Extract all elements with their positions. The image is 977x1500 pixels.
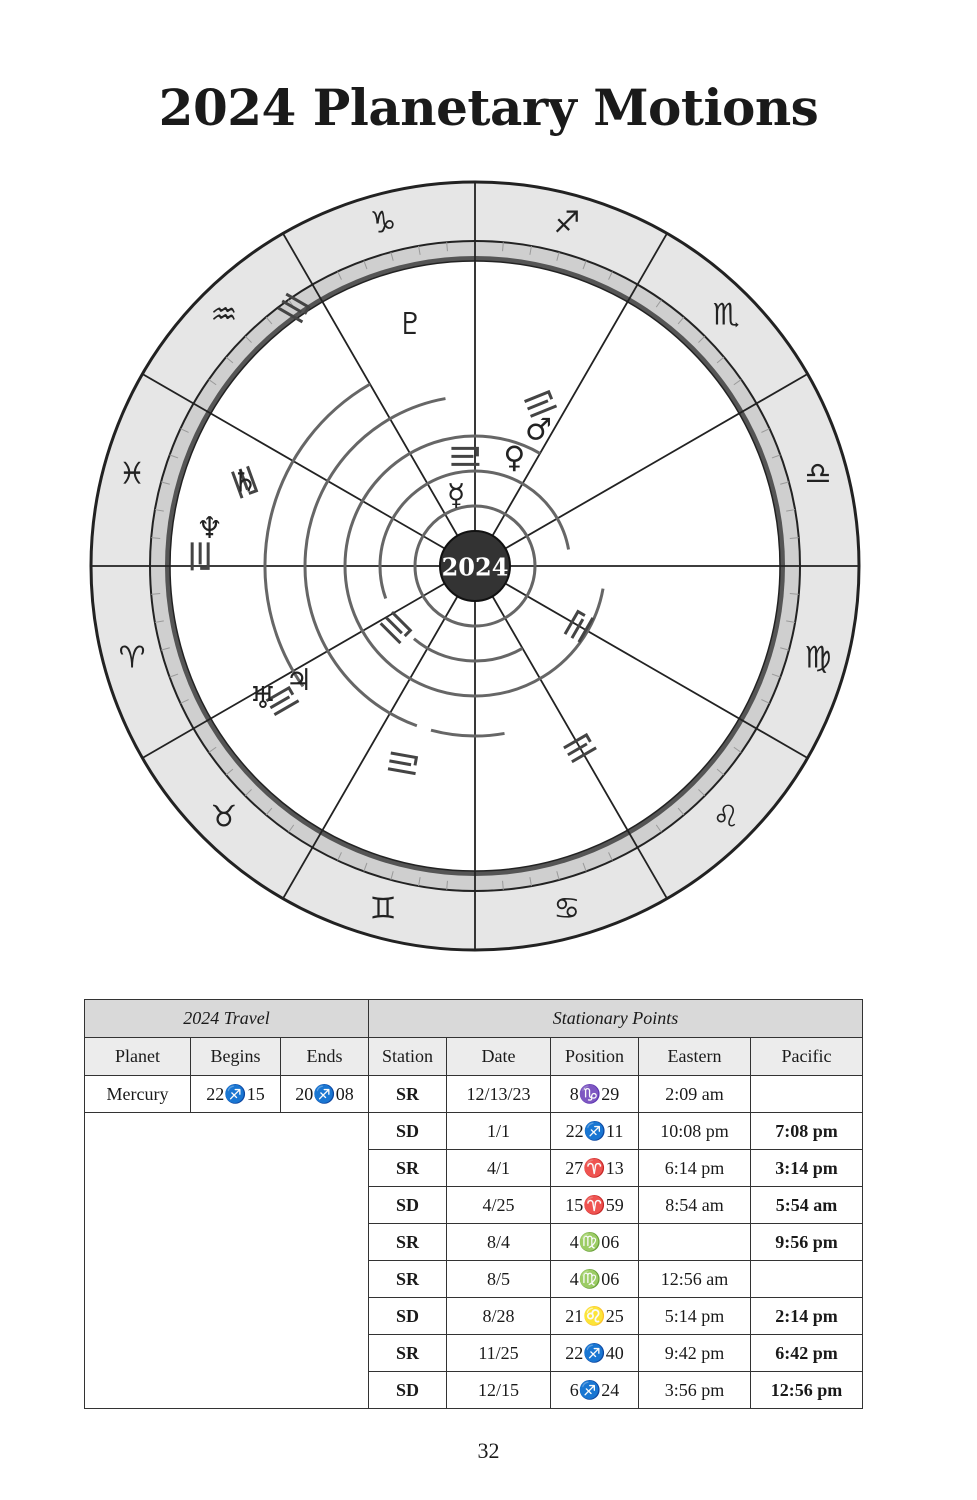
eastern-cell: 3:56 pm: [639, 1372, 751, 1409]
jupiter-icon: ♃: [285, 662, 313, 698]
uranus-icon: ♅: [249, 680, 277, 716]
stations-group-header: Stationary Points: [369, 1000, 863, 1038]
station-cell: SD: [369, 1372, 447, 1409]
travel-blank-area: [85, 1113, 369, 1409]
mars-icon: ♂: [524, 412, 552, 448]
cancer-sign-icon: ♋: [553, 891, 581, 927]
station-cell: SD: [369, 1298, 447, 1335]
date-cell: 1/1: [447, 1113, 551, 1150]
scorpio-sign-icon: ♏: [712, 297, 740, 333]
gemini-sign-icon: ♊: [369, 891, 397, 927]
year-label: 2024: [441, 552, 509, 582]
pacific-cell: 3:14 pm: [751, 1150, 863, 1187]
pacific-cell: 2:14 pm: [751, 1298, 863, 1335]
eastern-cell: 5:14 pm: [639, 1298, 751, 1335]
position-cell: 4♍06: [551, 1224, 639, 1261]
position-cell: 15♈59: [551, 1187, 639, 1224]
pacific-cell: [751, 1076, 863, 1113]
position-cell: 21♌25: [551, 1298, 639, 1335]
sagittarius-sign-icon: ♐: [553, 205, 581, 241]
date-cell: 12/15: [447, 1372, 551, 1409]
position-cell: 4♍06: [551, 1261, 639, 1298]
col-eastern: Eastern: [639, 1038, 751, 1076]
station-cell: SR: [369, 1261, 447, 1298]
table-row: [85, 1113, 863, 1150]
leo-sign-icon: ♌: [712, 799, 740, 835]
pacific-cell: [751, 1261, 863, 1298]
travel-begins: 22♐15: [191, 1076, 281, 1113]
col-begins: Begins: [191, 1038, 281, 1076]
date-cell: 12/13/23: [447, 1076, 551, 1113]
page-number: 32: [477, 1438, 500, 1463]
eastern-cell: 8:54 am: [639, 1187, 751, 1224]
aquarius-sign-icon: ♒: [210, 297, 238, 333]
col-planet: Planet: [85, 1038, 191, 1076]
pacific-cell: 12:56 pm: [751, 1372, 863, 1409]
stationary-points-table: [84, 999, 863, 1409]
eastern-cell: 2:09 am: [639, 1076, 751, 1113]
position-cell: 22♐11: [551, 1113, 639, 1150]
date-cell: 4/1: [447, 1150, 551, 1187]
station-cell: SR: [369, 1076, 447, 1113]
eastern-cell: 9:42 pm: [639, 1335, 751, 1372]
date-cell: 4/25: [447, 1187, 551, 1224]
page-title: 2024 Planetary Motions: [158, 78, 819, 137]
table-row: [85, 1076, 863, 1113]
venus-icon: ♀: [503, 440, 526, 476]
station-cell: SR: [369, 1224, 447, 1261]
position-cell: 22♐40: [551, 1335, 639, 1372]
saturn-icon: ♄: [231, 464, 259, 500]
pisces-sign-icon: ♓: [118, 456, 146, 492]
capricorn-sign-icon: ♑: [369, 205, 397, 241]
libra-sign-icon: ♎: [804, 456, 832, 492]
eastern-cell: [639, 1224, 751, 1261]
station-cell: SR: [369, 1335, 447, 1372]
pluto-icon: ♇: [396, 307, 424, 343]
station-cell: SD: [369, 1113, 447, 1150]
position-cell: 8♑29: [551, 1076, 639, 1113]
col-station: Station: [369, 1038, 447, 1076]
eastern-cell: 6:14 pm: [639, 1150, 751, 1187]
wheel-hub: [440, 531, 510, 601]
col-ends: Ends: [281, 1038, 369, 1076]
travel-planet: Mercury: [85, 1076, 191, 1113]
travel-group-header: 2024 Travel: [85, 1000, 369, 1038]
aries-sign-icon: ♈: [118, 640, 146, 676]
col-date: Date: [447, 1038, 551, 1076]
pacific-cell: 7:08 pm: [751, 1113, 863, 1150]
neptune-icon: ♆: [196, 511, 224, 547]
position-cell: 6♐24: [551, 1372, 639, 1409]
mercury-icon: ☿: [446, 477, 466, 513]
pacific-cell: 5:54 am: [751, 1187, 863, 1224]
date-cell: 8/4: [447, 1224, 551, 1261]
station-cell: SD: [369, 1187, 447, 1224]
eastern-cell: 12:56 am: [639, 1261, 751, 1298]
virgo-sign-icon: ♍: [804, 640, 832, 676]
eastern-cell: 10:08 pm: [639, 1113, 751, 1150]
pacific-cell: 6:42 pm: [751, 1335, 863, 1372]
pacific-cell: 9:56 pm: [751, 1224, 863, 1261]
travel-ends: 20♐08: [281, 1076, 369, 1113]
station-cell: SR: [369, 1150, 447, 1187]
taurus-sign-icon: ♉: [210, 799, 238, 835]
col-pacific: Pacific: [751, 1038, 863, 1076]
date-cell: 8/28: [447, 1298, 551, 1335]
planetary-wheel: [87, 178, 863, 954]
date-cell: 11/25: [447, 1335, 551, 1372]
col-position: Position: [551, 1038, 639, 1076]
date-cell: 8/5: [447, 1261, 551, 1298]
position-cell: 27♈13: [551, 1150, 639, 1187]
